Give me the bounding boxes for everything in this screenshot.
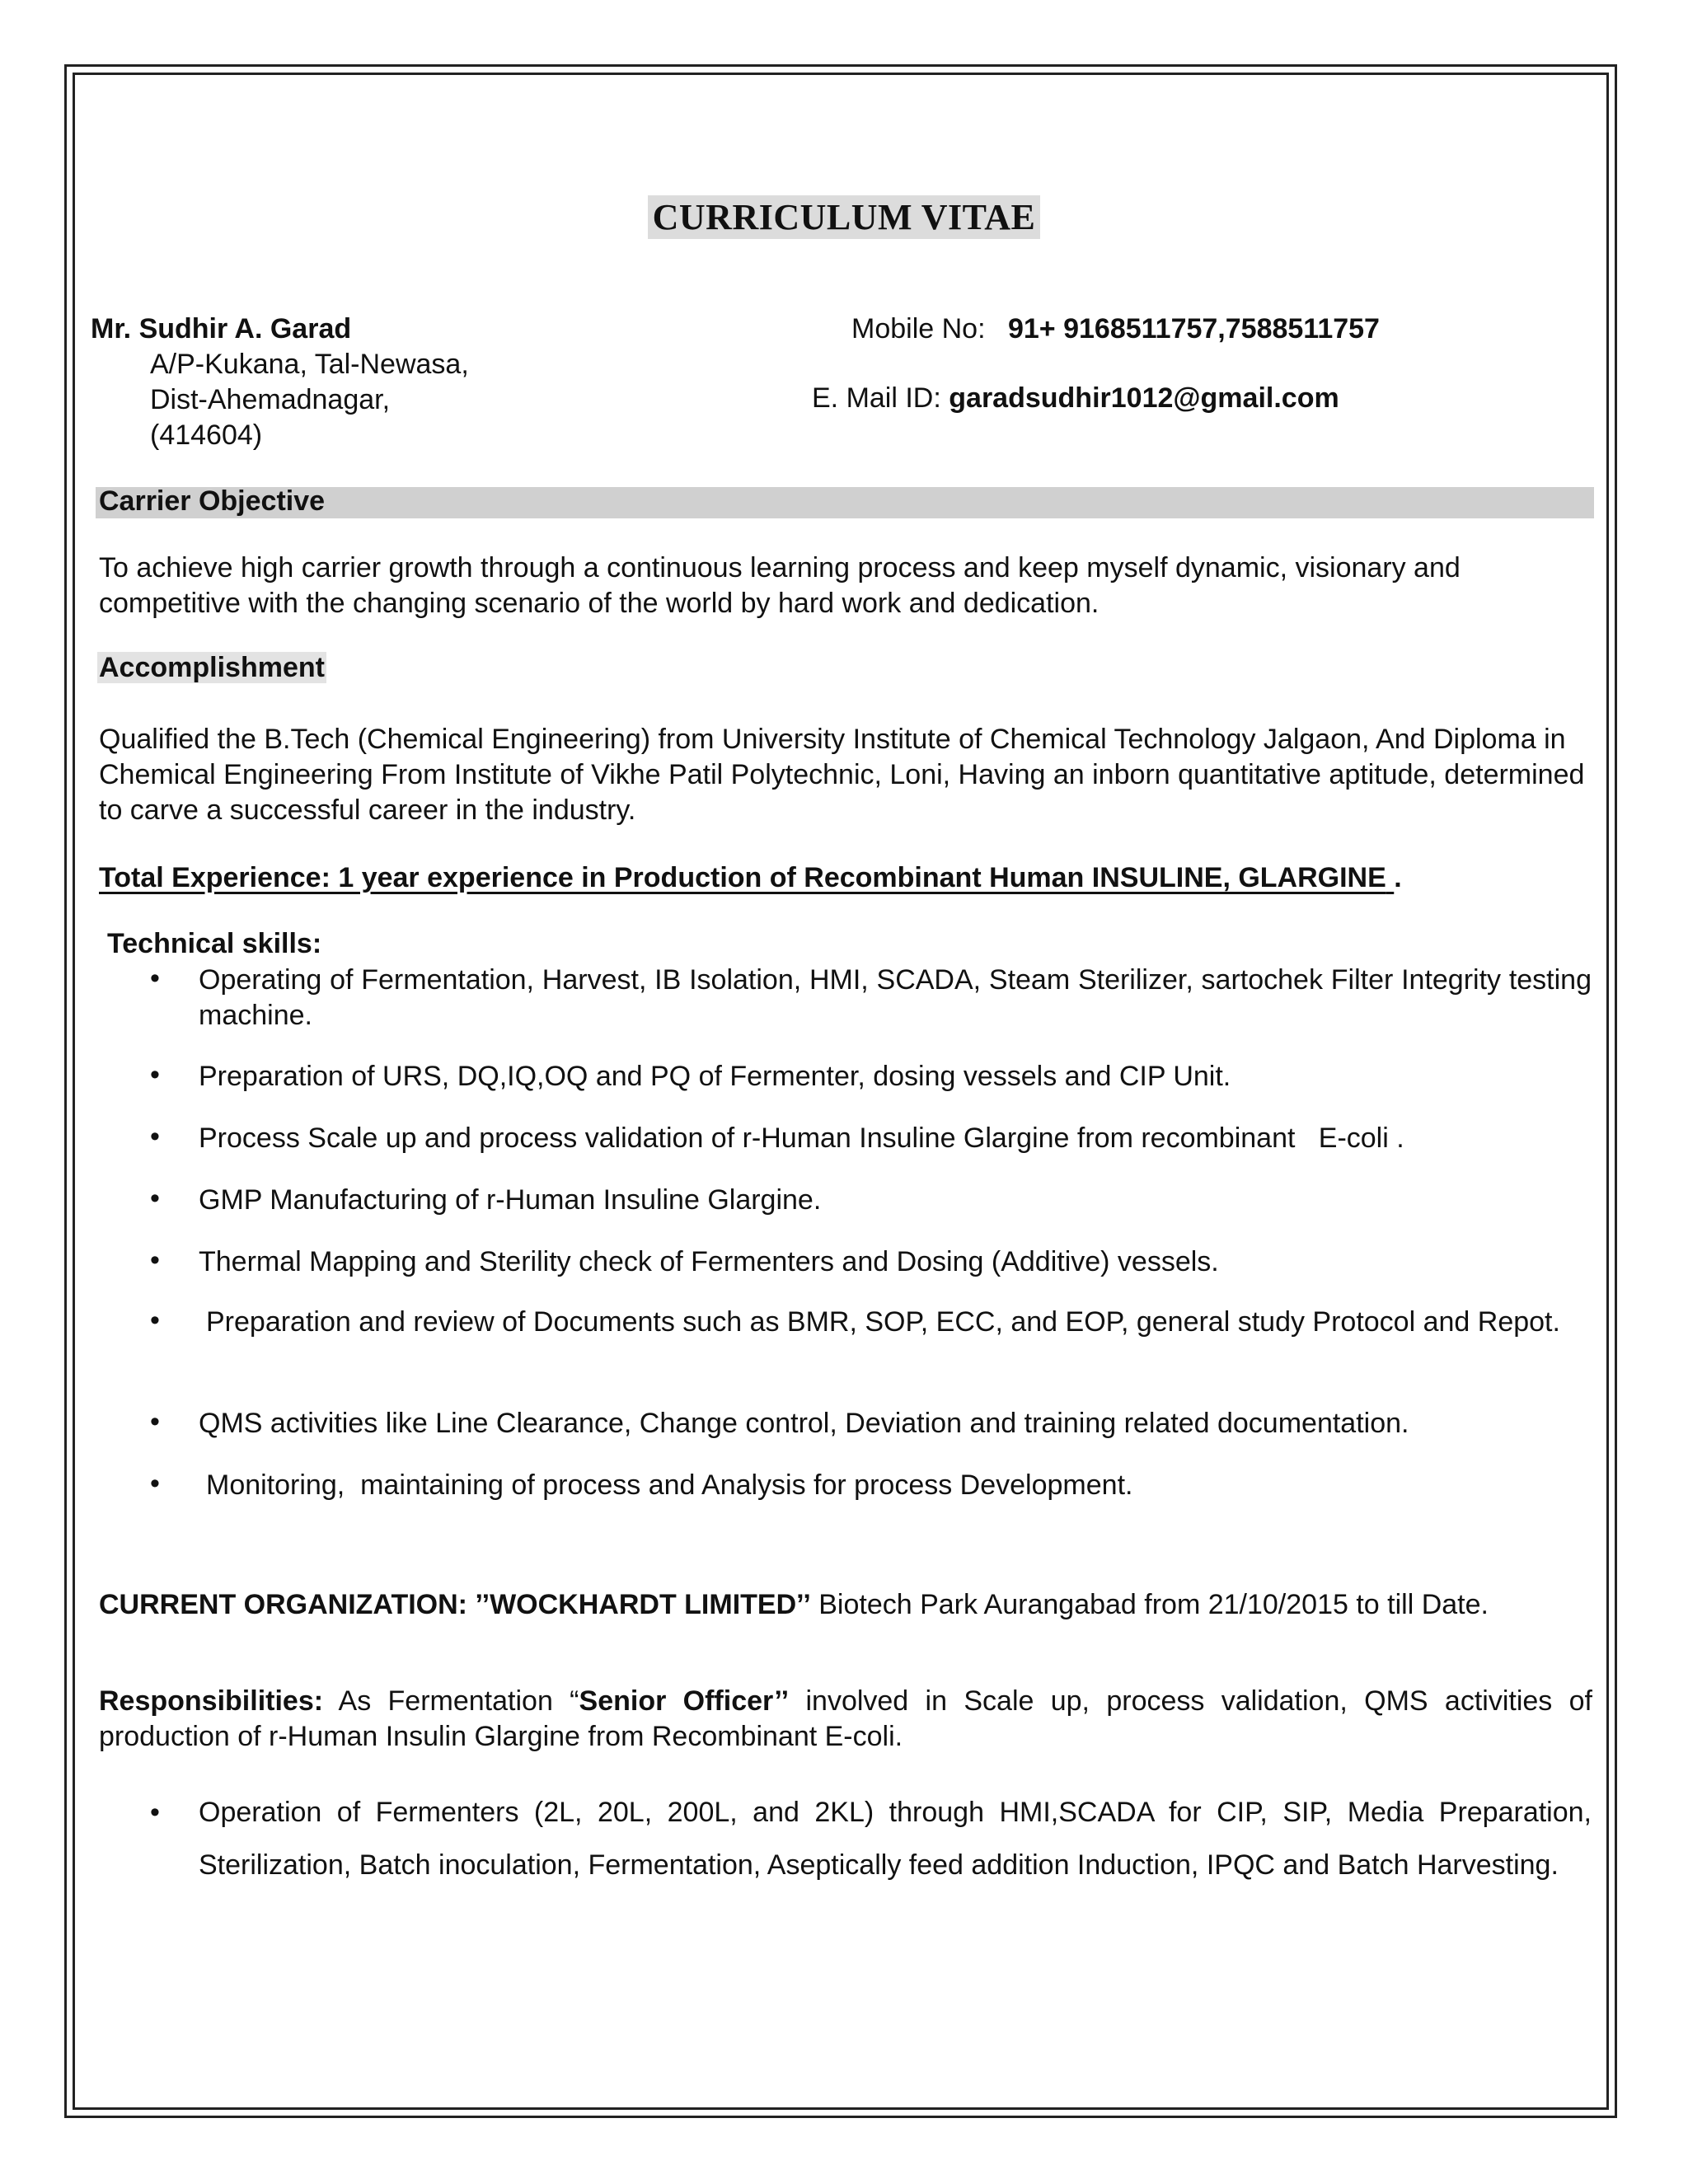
- bullet-icon: •: [150, 1797, 160, 1828]
- objective-text: To achieve high carrier growth through a continuous learning process and keep myself dynamic, visionary and competitive with the changing scenario of the world by hard work and dedication.: [99, 552, 1461, 619]
- accomplishment-heading: Accomplishment: [99, 652, 325, 683]
- bullet-icon: •: [150, 1244, 160, 1276]
- responsibilities: Responsibilities: As Fermentation “Senior Officer’’ involved in Scale up, process validation, QMS activities of production of r-Human Insulin Glargine from Recombinant E-coli.: [99, 1685, 1592, 1752]
- objective-heading: Carrier Objective: [99, 485, 326, 517]
- technical-skills-heading: Technical skills:: [107, 928, 322, 959]
- document-title: CURRICULUM VITAE: [0, 196, 1688, 238]
- skill-item: Thermal Mapping and Sterility check of Fermenters and Dosing (Additive) vessels.: [199, 1246, 1219, 1277]
- skill-item: Preparation of URS, DQ,IQ,OQ and PQ of Fermenter, dosing vessels and CIP Unit.: [199, 1061, 1231, 1092]
- mobile-value: 91+ 9168511757,7588511757: [1007, 313, 1380, 344]
- address-line-1: A/P-Kukana, Tal-Newasa,: [150, 349, 469, 380]
- email-label: E. Mail ID:: [812, 382, 941, 414]
- bullet-icon: •: [150, 1183, 160, 1214]
- accomplishment-text: Qualified the B.Tech (Chemical Engineering) from University Institute of Chemical Technology Jalgaon, And Diploma in Chemical Engineering From Institute of Vikhe Patil Polytechnic, Loni, Having an inborn quantitative aptitude, determined to carve a successful career in the industry.: [99, 724, 1585, 826]
- skill-item: Process Scale up and process validation of r-Human Insuline Glargine from recombinant E-coli .: [199, 1122, 1404, 1154]
- mobile-label: Mobile No:: [851, 313, 986, 344]
- skill-item: Preparation and review of Documents such as BMR, SOP, ECC, and EOP, general study Protocol and Repot.: [206, 1306, 1560, 1338]
- bullet-icon: •: [150, 1406, 160, 1437]
- candidate-name: Mr. Sudhir A. Garad: [91, 313, 352, 344]
- email-value: garadsudhir1012@gmail.com: [949, 382, 1339, 414]
- mobile-row: [851, 312, 1380, 347]
- total-experience: Total Experience: 1 year experience in Production of Recombinant Human INSULINE, GLARGINE .: [99, 862, 1402, 893]
- responsibility-item: Operation of Fermenters (2L, 20L, 200L, and 2KL) through HMI,SCADA for CIP, SIP, Media Preparation, Sterilization, Batch inoculation, Fermentation, Aseptically feed addition Induction, IPQC and Batch Harvesting.: [199, 1797, 1592, 1881]
- bullet-icon: •: [150, 1468, 160, 1499]
- bullet-icon: •: [150, 1059, 160, 1090]
- bullet-icon: •: [150, 1121, 160, 1152]
- skill-item: Monitoring, maintaining of process and Analysis for process Development.: [206, 1469, 1133, 1501]
- skill-item: Operating of Fermentation, Harvest, IB Isolation, HMI, SCADA, Steam Sterilizer, sartochek Filter Integrity testing machine.: [199, 964, 1592, 1031]
- skill-item: QMS activities like Line Clearance, Change control, Deviation and training related documentation.: [199, 1408, 1409, 1439]
- address-line-3: (414604): [150, 419, 263, 451]
- bullet-icon: •: [150, 1305, 160, 1336]
- email-row: [812, 381, 1339, 416]
- bullet-icon: •: [150, 963, 160, 994]
- current-organization: CURRENT ORGANIZATION: ’’WOCKHARDT LIMITED’’ Biotech Park Aurangabad from 21/10/2015 to till Date.: [99, 1589, 1489, 1620]
- skill-item: GMP Manufacturing of r-Human Insuline Glargine.: [199, 1184, 822, 1216]
- address-line-2: Dist-Ahemadnagar,: [150, 384, 391, 415]
